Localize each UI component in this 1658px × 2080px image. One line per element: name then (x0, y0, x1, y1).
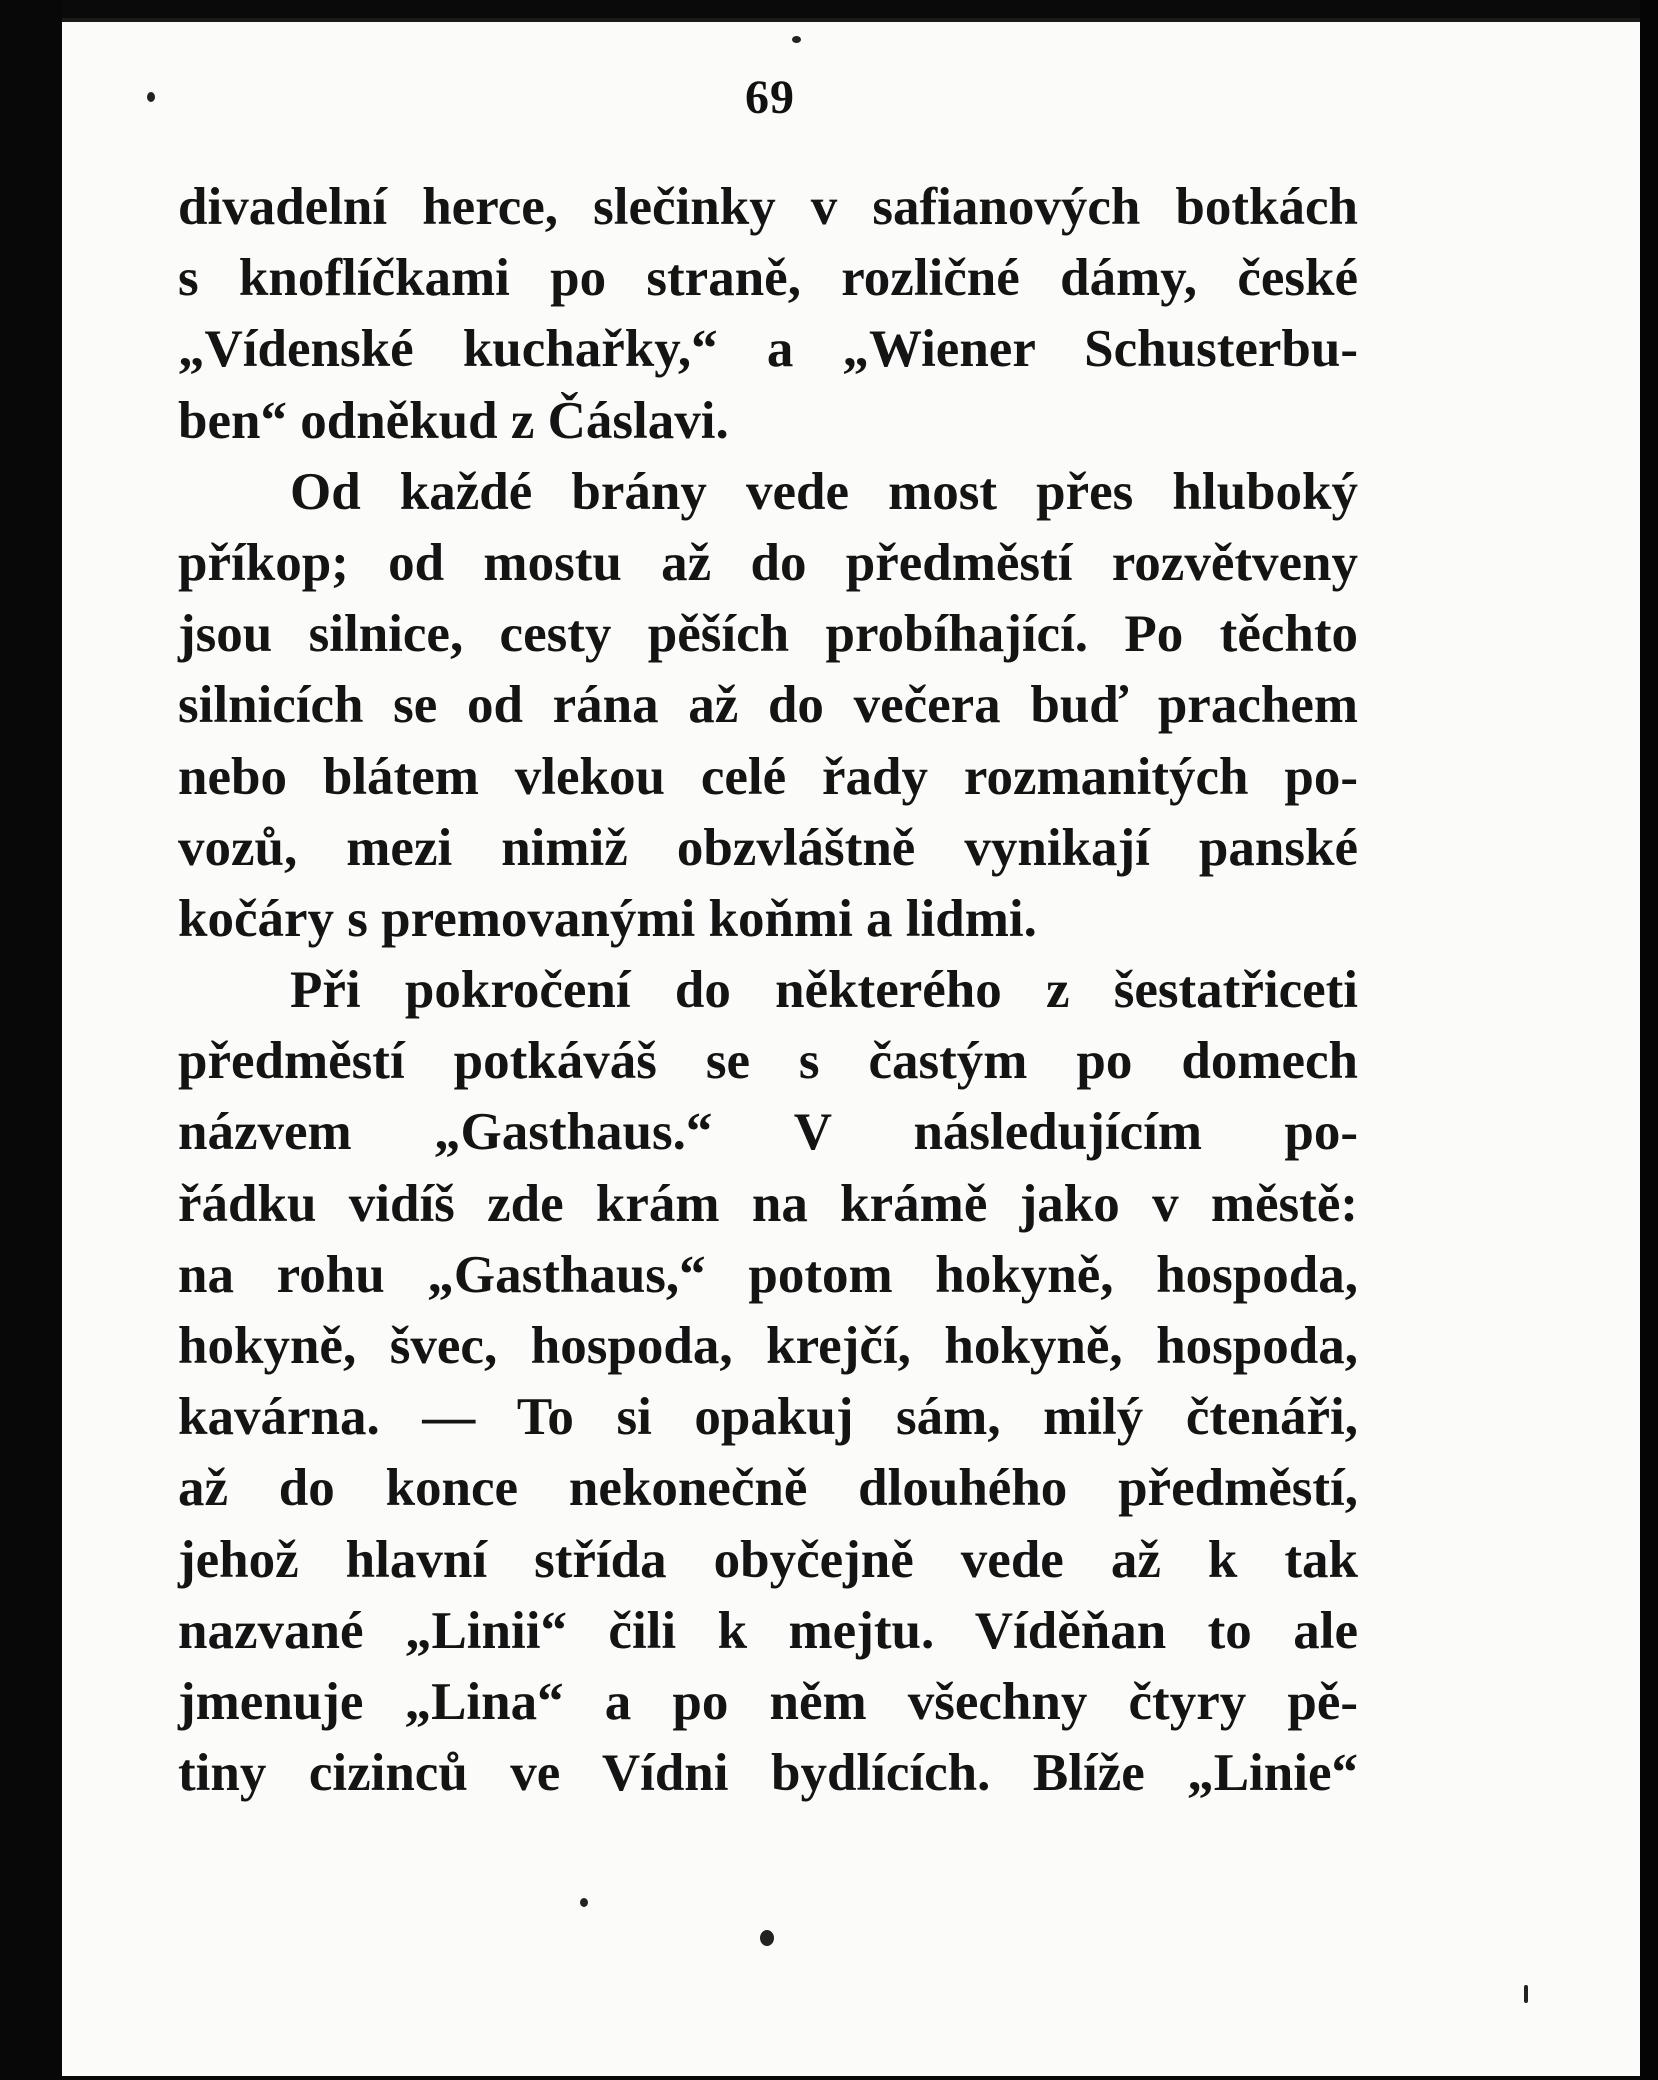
page-edge-shadow (1640, 0, 1658, 2080)
text-line: s knoflíčkami po straně, rozličné dámy, české (178, 249, 1358, 308)
scan-dust-speck (792, 36, 801, 43)
text-line: nazvané „Linii“ čili k mejtu. Víděňan to ale (178, 1601, 1358, 1660)
text-line: Při pokročení do některého z šestatřiceti (290, 961, 1358, 1020)
text-line: hokyně, švec, hospoda, krejčí, hokyně, hospoda, (178, 1317, 1358, 1375)
text-line: jsou silnice, cesty pěších probíhající. Po těchto (178, 605, 1358, 664)
text-line: tiny cizinců ve Vídni bydlících. Blíže „Linie“ (178, 1744, 1358, 1803)
text-line: příkop; od mostu až do předměstí rozvětveny (178, 533, 1358, 592)
text-line: předměstí potkáváš se s častým po domech (178, 1032, 1358, 1091)
text-line: divadelní herce, slečinky v safianových botkách (178, 178, 1358, 236)
text-line: „Vídenské kuchařky,“ a „Wiener Schusterbu- (178, 320, 1358, 379)
text-line: kavárna. — To si opakuj sám, milý čtenáři, (178, 1388, 1358, 1447)
text-line: ben“ odněkud z Čáslavi. (178, 391, 729, 450)
text-line: názvem „Gasthaus.“ V následujícím po- (178, 1103, 1358, 1162)
text-line: jehož hlavní střída obyčejně vede až k tak (178, 1530, 1358, 1589)
text-line: na rohu „Gasthaus,“ potom hokyně, hospoda, (178, 1245, 1358, 1304)
text-line: silnicích se od rána až do večera buď prachem (178, 676, 1358, 735)
text-line: řádku vidíš zde krám na krámě jako v městě: (178, 1174, 1358, 1233)
scan-dust-speck (760, 1930, 774, 1946)
scan-dust-speck (147, 92, 155, 102)
text-line: nebo blátem vlekou celé řady rozmanitých po- (178, 747, 1358, 806)
book-spine-shadow (0, 0, 62, 2080)
scan-dust-speck (1524, 1985, 1528, 2003)
text-line: až do konce nekonečně dlouhého předměstí, (178, 1459, 1358, 1518)
text-line: Od každé brány vede most přes hluboký (290, 462, 1358, 521)
text-line: kočáry s premovanými koňmi a lidmi. (178, 889, 1037, 948)
scan-dust-speck (580, 1898, 588, 1907)
page-number: 69 (745, 71, 795, 124)
body-text (178, 172, 1358, 1809)
text-line: jmenuje „Lina“ a po něm všechny čtyry pě- (178, 1672, 1358, 1731)
text-line: vozů, mezi nimiž obzvláštně vynikají panské (178, 818, 1358, 877)
